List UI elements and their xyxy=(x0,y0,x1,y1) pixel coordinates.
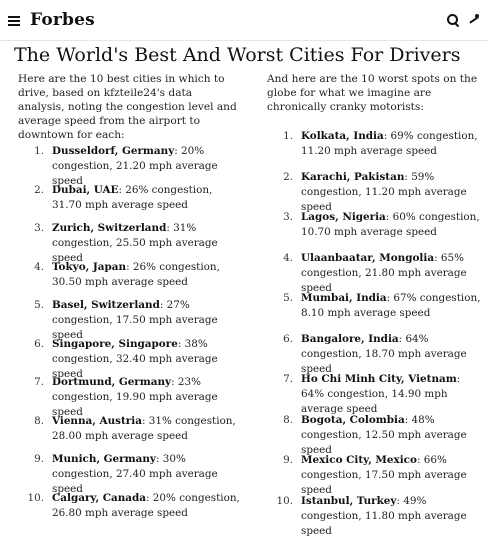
list-item-number: 4. xyxy=(283,251,293,264)
city-stats: : 20% congestion, 21.20 mph average speed xyxy=(52,145,218,187)
list-item-number: 3. xyxy=(34,222,44,234)
list-item-number: 10. xyxy=(276,494,293,507)
worst-intro: And here are the 10 worst spots on the globe for what we imagine are chronically cranky motorists: xyxy=(267,73,478,113)
city-name: Bangalore, India xyxy=(301,332,399,345)
city-stats: : 31% congestion, 25.50 mph average speed xyxy=(52,222,218,264)
brand-logo[interactable]: Forbes xyxy=(30,10,95,30)
list-item-text xyxy=(301,453,483,498)
city-name: Vienna, Austria xyxy=(52,414,142,427)
city-name: Ulaanbaatar, Mongolia xyxy=(301,251,435,264)
top-actions xyxy=(446,13,481,27)
city-name: Mexico City, Mexico xyxy=(301,454,417,466)
list-item-number: 6. xyxy=(283,332,293,345)
city-stats: : 64% congestion, 14.90 mph average speed xyxy=(301,373,461,415)
list-item-number: 8. xyxy=(283,413,293,426)
city-name: Kolkata, India xyxy=(301,130,384,142)
list-item-text xyxy=(52,260,240,290)
city-stats: : 27% congestion, 17.50 mph average speed xyxy=(52,299,218,341)
city-name: Karachi, Pakistan xyxy=(301,170,405,183)
list-item-number: 8. xyxy=(34,414,44,427)
list-item-number: 2. xyxy=(283,170,293,183)
city-name: Ho Chi Minh City, Vietnam xyxy=(301,373,457,385)
city-name: Munich, Germany xyxy=(52,453,156,465)
list-item-number: 5. xyxy=(34,299,44,311)
list-item-number: 1. xyxy=(283,130,293,142)
city-name: Istanbul, Turkey xyxy=(301,494,397,507)
list-item-text xyxy=(52,183,240,213)
best-intro: Here are the 10 best cities in which to drive, based on kfzteile24's data analysis, noting the congestion level and average speed from the airport to downtown for each: xyxy=(18,73,237,141)
city-stats: : 20% congestion, 26.80 mph average speed xyxy=(52,491,240,519)
list-item-text xyxy=(301,210,483,240)
city-stats: : 30% congestion, 27.40 mph average speed xyxy=(52,453,218,495)
list-item-number: 10. xyxy=(27,491,44,504)
city-stats: : 67% congestion, 8.10 mph average speed xyxy=(301,292,481,319)
city-name: Tokyo, Japan xyxy=(52,260,127,273)
city-name: Dusseldorf, Germany xyxy=(52,145,175,157)
list-item-number: 9. xyxy=(34,453,44,465)
list-item-number: 5. xyxy=(283,292,293,304)
city-stats: : 26% congestion, 30.50 mph average speed xyxy=(52,260,220,288)
city-stats: : 60% congestion, 10.70 mph average speed xyxy=(301,211,480,238)
list-item-text xyxy=(301,129,483,159)
list-item-number: 2. xyxy=(34,183,44,196)
list-item-text xyxy=(52,491,240,521)
city-name: Zurich, Switzerland xyxy=(52,222,167,234)
city-name: Dubai, UAE xyxy=(52,183,119,196)
city-stats: : 31% congestion, 28.00 mph average speed xyxy=(52,414,236,442)
city-stats: : 38% congestion, 32.40 mph average speed xyxy=(52,337,218,380)
city-stats: : 64% congestion, 18.70 mph average speed xyxy=(301,332,467,375)
city-name: Mumbai, India xyxy=(301,292,387,304)
list-item-number: 4. xyxy=(34,260,44,273)
worst-column xyxy=(267,72,483,537)
article-title: The World's Best And Worst Cities For Drivers xyxy=(14,44,461,66)
city-stats: : 48% congestion, 12.50 mph average speed xyxy=(301,413,467,456)
city-stats: : 59% congestion, 11.20 mph average speed xyxy=(301,170,467,213)
city-name: Bogota, Colombia xyxy=(301,413,405,426)
list-item-text xyxy=(301,291,483,321)
list-item-text xyxy=(301,372,483,417)
city-stats: : 66% congestion, 17.50 mph average speed xyxy=(301,454,467,496)
city-stats: : 69% congestion, 11.20 mph average speed xyxy=(301,130,478,157)
list-item-text xyxy=(52,414,240,444)
list-item-number: 7. xyxy=(283,373,293,385)
list-item-number: 7. xyxy=(34,376,44,388)
list-item-text xyxy=(301,251,483,296)
city-name: Basel, Switzerland xyxy=(52,299,160,311)
city-name: Singapore, Singapore xyxy=(52,337,178,350)
city-stats: : 65% congestion, 21.80 mph average speed xyxy=(301,251,467,294)
list-item-text xyxy=(301,170,483,215)
city-name: Dortmund, Germany xyxy=(52,376,172,388)
best-column xyxy=(18,72,240,519)
list-item-text xyxy=(301,332,483,377)
city-stats: : 23% congestion, 19.90 mph average speed xyxy=(52,376,218,418)
city-name: Calgary, Canada xyxy=(52,491,146,504)
city-name: Lagos, Nigeria xyxy=(301,211,386,223)
list-item-number: 9. xyxy=(283,454,293,466)
list-item-number: 6. xyxy=(34,337,44,350)
list-item-number: 1. xyxy=(34,145,44,157)
top-bar xyxy=(0,0,489,41)
list-item-text xyxy=(301,494,483,539)
city-stats: : 49% congestion, 11.80 mph average speed xyxy=(301,494,467,537)
menu-icon[interactable] xyxy=(8,16,20,26)
city-stats: : 26% congestion, 31.70 mph average speed xyxy=(52,183,213,211)
search-icon[interactable] xyxy=(446,13,460,27)
list-item-text xyxy=(301,413,483,458)
list-item-number: 3. xyxy=(283,211,293,223)
share-icon[interactable] xyxy=(467,13,481,27)
